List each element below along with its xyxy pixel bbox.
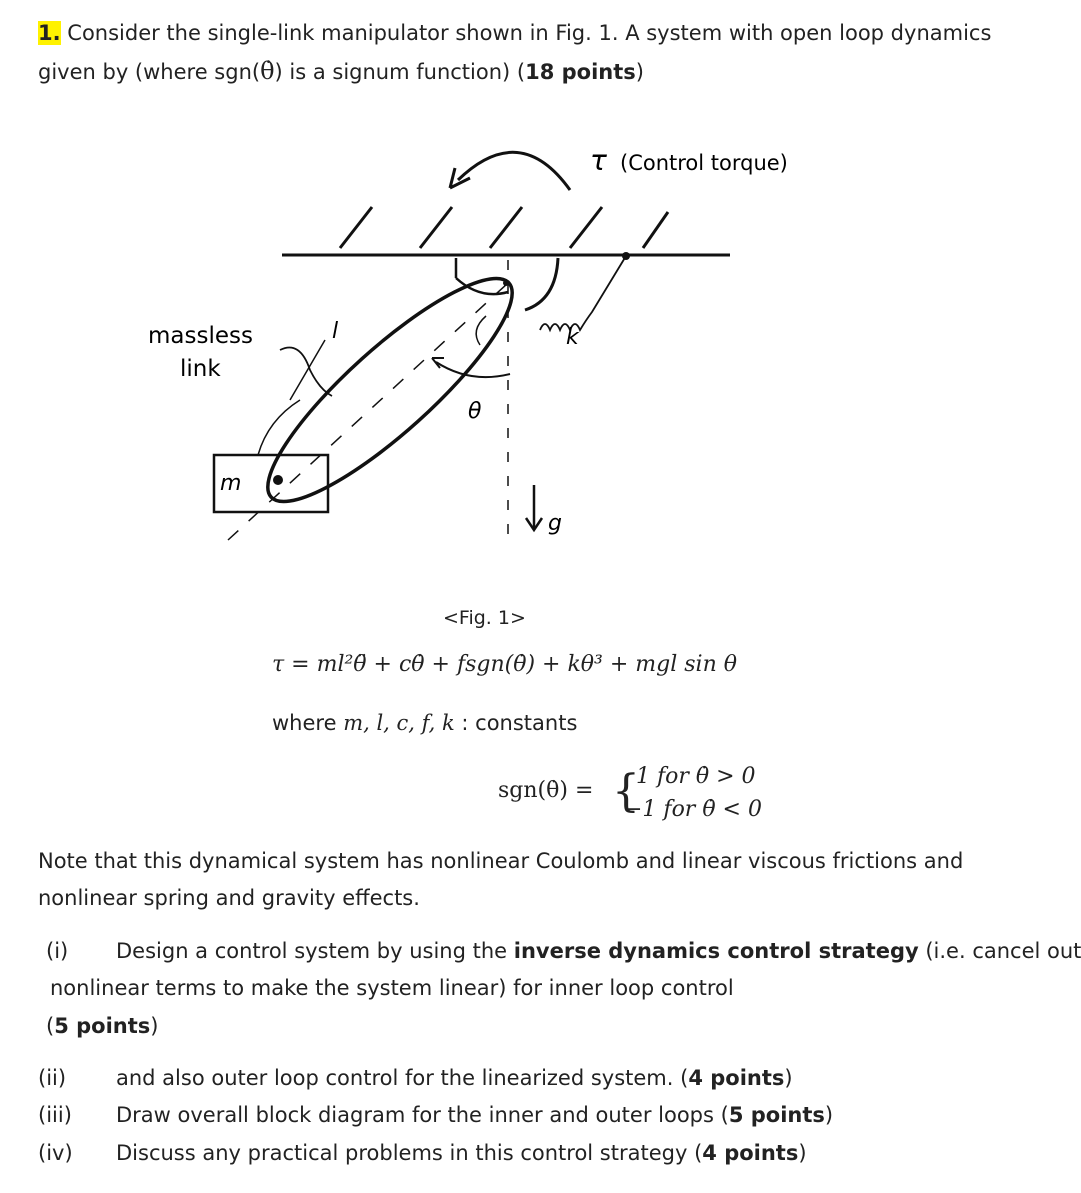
g-label: g bbox=[548, 511, 562, 536]
item-iii-number: (iii) bbox=[38, 1103, 72, 1127]
item-iii-points: 5 points bbox=[728, 1103, 825, 1127]
manipulator-figure bbox=[0, 0, 1003, 600]
paren-open: ( bbox=[46, 1014, 55, 1038]
item-i-line1 bbox=[116, 938, 1081, 964]
item-i-points bbox=[46, 1013, 158, 1039]
item-i-bold: inverse dynamics control strategy bbox=[513, 939, 919, 963]
tau-label: (Control torque) bbox=[620, 151, 788, 175]
where-vars: m, l, c, f, k bbox=[343, 711, 455, 735]
item-ii-number: (ii) bbox=[38, 1066, 67, 1090]
item-ii-body: and also outer loop control for the linearized system. ( bbox=[116, 1066, 689, 1090]
item-i-number: (i) bbox=[46, 939, 69, 963]
l-label: l bbox=[332, 319, 339, 344]
item-i-points-value: 5 points bbox=[54, 1014, 151, 1038]
problem-number: 1. bbox=[38, 21, 61, 45]
brace: { bbox=[612, 766, 640, 817]
sgn-case-2: −1 for θ̇ < 0 bbox=[624, 797, 762, 822]
paren-close: ) bbox=[150, 1014, 159, 1038]
item-ii-close: ) bbox=[784, 1066, 793, 1090]
dynamics-equation: τ = ml²θ̈ + cθ̇ + fsgn(θ̇) + kθ³ + mgl sin θ bbox=[272, 652, 737, 677]
item-i-text-pre: Design a control system by using the bbox=[116, 939, 514, 963]
item-iv-number: (iv) bbox=[38, 1141, 73, 1165]
figure-caption: <Fig. 1> bbox=[443, 607, 526, 629]
massless-label-1: massless bbox=[148, 323, 253, 349]
theta-label: θ bbox=[468, 399, 482, 424]
massless-label-2: link bbox=[180, 356, 221, 382]
item-iii-text bbox=[116, 1102, 833, 1128]
item-iv-body: Discuss any practical problems in this control strategy ( bbox=[116, 1141, 703, 1165]
item-i-line2: nonlinear terms to make the system linear) for inner loop control bbox=[50, 976, 734, 1000]
intro-text-2b: ) is a signum function) ( bbox=[274, 60, 526, 84]
item-iii-close: ) bbox=[824, 1103, 834, 1127]
close-paren: ) bbox=[635, 60, 644, 84]
item-ii-text bbox=[116, 1065, 793, 1091]
where-pre: where bbox=[272, 711, 344, 735]
sgn-case-1: 1 for θ̇ > 0 bbox=[636, 764, 756, 789]
item-iv-close: ) bbox=[798, 1141, 807, 1165]
total-points: 18 points bbox=[525, 60, 636, 84]
item-iv-points: 4 points bbox=[702, 1141, 799, 1165]
tau-symbol: τ bbox=[590, 144, 607, 177]
where-post: : constants bbox=[454, 711, 578, 735]
sgn-lhs: sgn(θ̇) = bbox=[498, 778, 594, 803]
theta-dot: θ̇ bbox=[260, 57, 275, 85]
item-ii-points: 4 points bbox=[688, 1066, 785, 1090]
note-line-1: Note that this dynamical system has nonlinear Coulomb and linear viscous frictions and bbox=[38, 849, 964, 873]
item-iv-text bbox=[116, 1140, 807, 1166]
m-label: m bbox=[220, 471, 242, 496]
k-label: k bbox=[566, 325, 579, 350]
where-line bbox=[272, 710, 577, 736]
item-iii-body: Draw overall block diagram for the inner and outer loops ( bbox=[116, 1103, 729, 1127]
intro-text-1: Consider the single-link manipulator shown in Fig. 1. A system with open loop dynamics bbox=[67, 21, 992, 45]
item-i-text-post: (i.e. cancel out bbox=[918, 939, 1081, 963]
intro-text-2a: given by (where sgn( bbox=[38, 60, 261, 84]
note-line-2: nonlinear spring and gravity effects. bbox=[38, 886, 420, 910]
